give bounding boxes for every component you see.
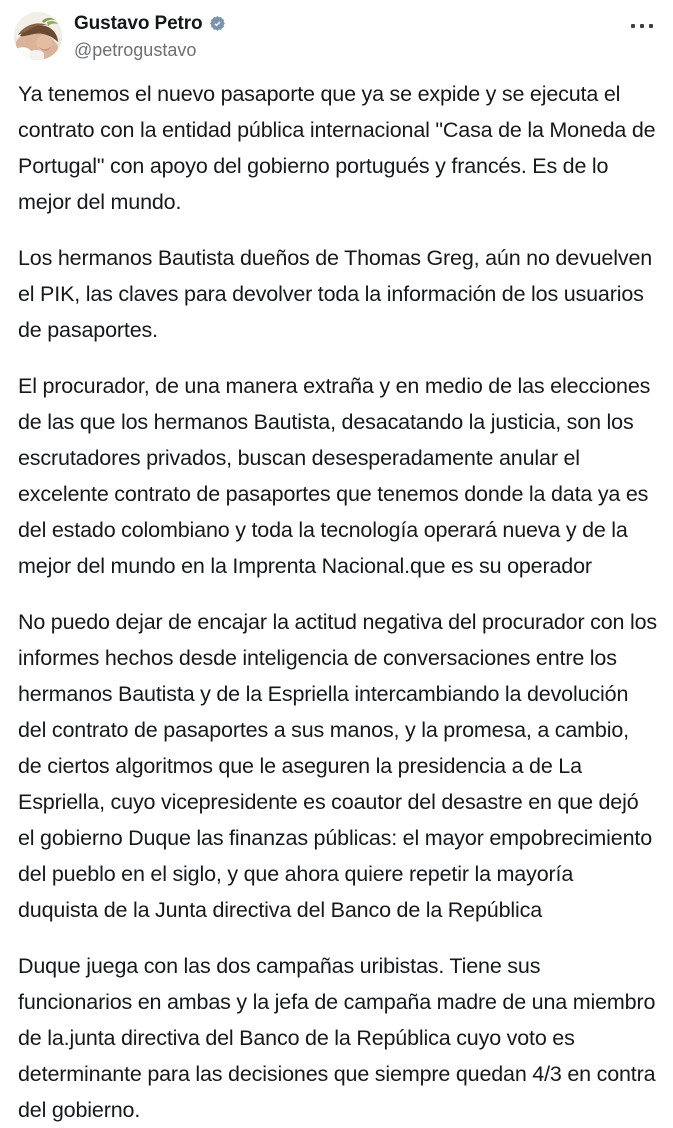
dot	[640, 24, 644, 28]
tweet-paragraph: Ya tenemos el nuevo pasaporte que ya se expide y se ejecuta el contrato con la entidad pública internacional "Casa de la Moneda de Portugal" con apoyo del gobierno portugués y francés. Es de lo mejor del mundo.	[18, 82, 662, 214]
tweet-paragraph: Los hermanos Bautista dueños de Thomas Greg, aún no devuelven el PIK, las claves para devolver toda la información de los usuarios de pasaportes.	[18, 246, 658, 342]
tweet-body	[0, 76, 673, 1128]
more-options-dots	[631, 24, 653, 28]
tweet-paragraph: El procurador, de una manera extraña y en medio de las elecciones de las que los hermanos Bautista, desacatando la justicia, son los escrutadores privados, buscan desesperadamente anular el excelente contrato de pasaportes que tenemos donde la data ya es del estado colombiano y toda la tecnología operará nueva y de la mejor del mundo en la Imprenta Nacional.que es su operador	[18, 374, 656, 578]
author-identity	[74, 12, 227, 61]
tweet-header	[0, 0, 673, 62]
avatar[interactable]	[14, 12, 62, 60]
ellipsis-horizontal-icon[interactable]	[625, 14, 659, 38]
author-display-name[interactable]: Gustavo Petro	[74, 13, 203, 34]
verified-badge-icon	[208, 15, 227, 34]
tweet-paragraph: Duque juega con las dos campañas uribistas. Tiene sus funcionarios en ambas y la jefa de campaña madre de una miembro de la.junta directiva del Banco de la República cuyo voto es determinante para las decisiones que siempre quedan 4/3 en contra del gobierno.	[18, 954, 662, 1122]
dot	[631, 24, 635, 28]
author-handle[interactable]: @petrogustavo	[74, 40, 197, 60]
dot	[649, 24, 653, 28]
author-name-row	[74, 13, 227, 35]
tweet-paragraph: No puedo dejar de encajar la actitud negativa del procurador con los informes hechos desde inteligencia de conversaciones entre los hermanos Bautista y de la Espriella intercambiando la devolución del contrato de pasaportes a sus manos, y la promesa, a cambio, de ciertos algoritmos que le aseguren la presidencia a de La Espriella, cuyo vicepresidente es coautor del desastre en que dejó el gobierno Duque las finanzas públicas: el mayor empobrecimiento del pueblo en el siglo, y que ahora quiere repetir la mayoría duquista de la Junta directiva del Banco de la República	[18, 610, 663, 922]
